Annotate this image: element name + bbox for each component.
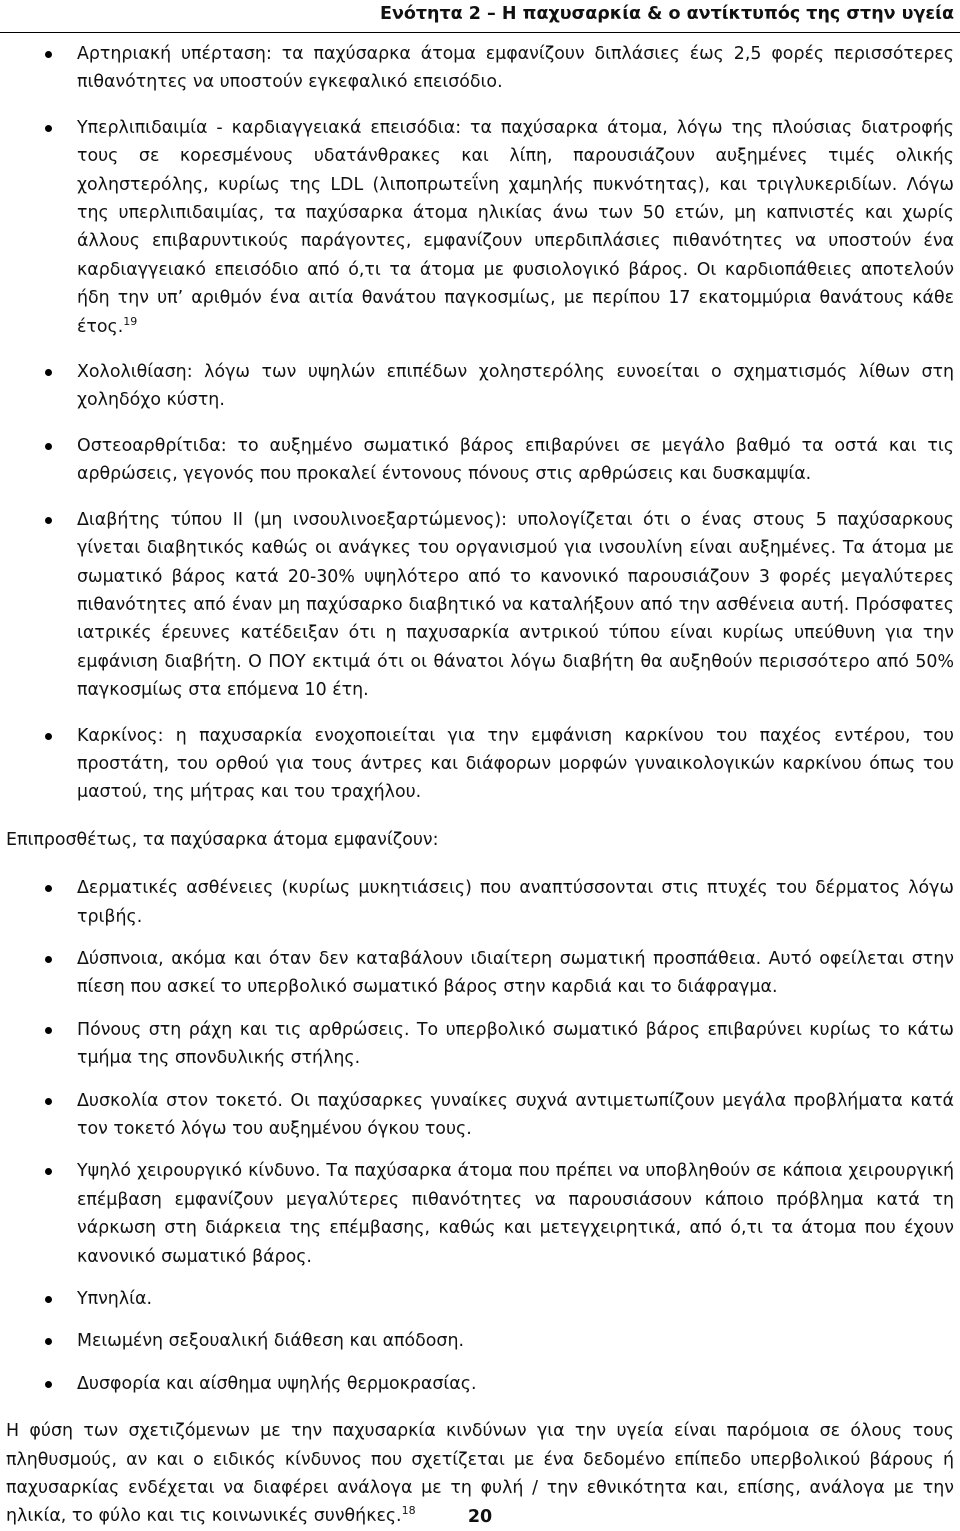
list-item-text: Υπερλιπιδαιμία - καρδιαγγειακά επεισόδια: τα παχύσαρκα άτομα, λόγω της πλούσιας διατροφής τους σε κορεσμένους υδατάνθρακες και λίπη, παρουσιάζουν αυξημένες τιμές ολικής χοληστερόλης, κυρίως της LDL (λιποπρωτεΐνη χαμηλής πυκνότητας), και τριγλυκεριδίων. Λόγω της υπερλιπιδαιμίας, τα παχύσαρκα άτομα ηλικίας άνω των 50 ετών, μη καπνιστές και χωρίς άλλους επιβαρυντικούς παράγοντες, εμφανίζουν υπερδιπλάσιες πιθανότητες να υποστούν ένα καρδιαγγειακό επεισόδιο από ό,τι τα άτομα με φυσιολογικό βάρος. Οι καρδιοπάθειες αποτελούν ήδη την υπ’ αριθμόν ένα αιτία θανάτου παγκοσμίως, με περίπου 17 εκατομμύρια θανάτους κάθε έτος. (77, 117, 954, 337)
list-item-text: Διαβήτης τύπου ΙΙ (μη ινσουλινοεξαρτώμενος): υπολογίζεται ότι ο ένας στους 5 παχύσαρκους γίνεται διαβητικός καθώς οι ανάγκες του οργανισμού για ινσουλίνη είναι αυξημένες. Τα άτομα με σωματικό βάρος κατά 20-30% υψηλότερο από το κανονικό παρουσιάζουν 3 φορές μεγαλύτερες πιθανότητες από έναν μη παχύσαρκο διαβητικό να καταλήξουν από την ασθένεια αυτή. Πρόσφατες ιατρικές έρευνες κατέδειξαν ότι η παχυσαρκία αντρικού τύπου είναι κυρίως υπεύθυνη για την εμφάνιση διαβήτη. Ο ΠΟΥ εκτιμά ότι οι θάνατοι λόγω διαβήτη θα αυξηθούν περισσότερο από 50% παγκοσμίως στα επόμενα 10 έτη. (77, 509, 954, 701)
health-risks-list (6, 40, 954, 807)
header-divider (0, 32, 960, 33)
list-item (6, 40, 954, 97)
list-item-text: Υψηλό χειρουργικό κίνδυνο. Τα παχύσαρκα άτομα που πρέπει να υποβληθούν σε κάποια χειρουργική επέμβαση εμφανίζουν μεγαλύτερες πιθανότητες να παρουσιάσουν κάποιο πρόβλημα κατά τη νάρκωση στη διάρκεια της επέμβασης, καθώς και μετεγχειρητικά, από ό,τι τα άτομα που έχουν κανονικό σωματικό βάρος. (77, 1161, 954, 1267)
list-item-text: Καρκίνος: η παχυσαρκία ενοχοποιείται για την εμφάνιση καρκίνου του παχέος εντέρου, του προστάτη, του ορθού για τους άντρες και διάφορων μορφών γυναικολογικών καρκίνου όπως του μαστού, της μήτρας και του τραχήλου. (77, 725, 954, 803)
bullet-icon (45, 1098, 52, 1105)
list-item (6, 432, 954, 489)
list-item-text: Πόνους στη ράχη και τις αρθρώσεις. Το υπερβολικό σωματικό βάρος επιβαρύνει κυρίως το κάτω τμήμα της σπονδυλικής στήλης. (77, 1019, 954, 1069)
footnote-ref: 18 (401, 1504, 416, 1518)
list-item-text: Αρτηριακή υπέρταση: τα παχύσαρκα άτομα εμφανίζουν διπλάσιες έως 2,5 φορές περισσότερες πιθανότητες να υποστούν εγκεφαλικό επεισόδιο. (77, 44, 954, 93)
bullet-icon (45, 517, 52, 524)
page-number: 20 (467, 1507, 493, 1527)
list-item (6, 1016, 954, 1073)
closing-text: Η φύση των σχετιζόμενων με την παχυσαρκία κινδύνων για την υγεία είναι παρόμοια σε όλους τους πληθυσμούς, αν και ο ειδικός κίνδυνος που σχετίζεται με ένα δεδομένο επίπεδο υπερβολικού βάρους ή παχυσαρκίας ενδέχεται να διαφέρει ανάλογα με τη φυλή / την εθνικότητα και, επίσης, ανάλογα με την ηλικία, το φύλο και τις κοινωνικές συνθήκες. (6, 1421, 954, 1527)
list-item (6, 1157, 954, 1271)
list-item (6, 874, 954, 931)
list-item (6, 945, 954, 1002)
bullet-icon (45, 885, 52, 892)
bullet-icon (45, 956, 52, 963)
additional-conditions-list (6, 874, 954, 1398)
list-item-text: Υπνηλία. (77, 1289, 152, 1310)
bullet-icon (45, 443, 52, 450)
list-item (6, 506, 954, 705)
list-item-text: Δυσφορία και αίσθημα υψηλής θερμοκρασίας. (77, 1373, 477, 1394)
list-item (6, 1327, 954, 1355)
intro-paragraph: Επιπροσθέτως, τα παχύσαρκα άτομα εμφανίζουν: (6, 829, 439, 850)
bullet-icon (45, 1168, 52, 1175)
list-item (6, 722, 954, 807)
bullet-icon (45, 1338, 52, 1345)
list-item (6, 114, 954, 341)
list-item (6, 1285, 954, 1313)
list-item-text: Δυσκολία στον τοκετό. Οι παχύσαρκες γυναίκες συχνά αντιμετωπίζουν μεγάλα προβλήματα κατά τον τοκετό λόγω του αυξημένου όγκου τους. (77, 1090, 954, 1139)
footnote-ref: 19 (123, 314, 138, 328)
list-item-text: Μειωμένη σεξουαλική διάθεση και απόδοση. (77, 1331, 464, 1352)
bullet-icon (45, 1381, 52, 1388)
list-item-text: Δερματικές ασθένειες (κυρίως μυκητιάσεις) που αναπτύσσονται στις πτυχές του δέρματος λόγω τριβής. (77, 878, 954, 927)
bullet-icon (45, 369, 52, 376)
bullet-icon (45, 733, 52, 740)
bullet-icon (45, 1027, 52, 1034)
list-item (6, 1370, 954, 1398)
list-item-text: Οστεοαρθρίτιδα: το αυξημένο σωματικό βάρος επιβαρύνει σε μεγάλο βαθμό τα οστά και τις αρθρώσεις, γεγονός που προκαλεί έντονους πόνους στις αρθρώσεις και δυσκαμψία. (77, 435, 954, 485)
page-body (6, 40, 954, 1531)
list-item-text: Χολολιθίαση: λόγω των υψηλών επιπέδων χοληστερόλης ευνοείται ο σχηματισμός λίθων στη χοληδόχο κύστη. (77, 362, 954, 411)
bullet-icon (45, 1296, 52, 1303)
bullet-icon (45, 125, 52, 132)
list-item (6, 1087, 954, 1144)
running-header: Ενότητα 2 – Η παχυσαρκία & ο αντίκτυπός της στην υγεία (379, 4, 954, 24)
list-item (6, 358, 954, 415)
bullet-icon (45, 51, 52, 58)
list-item-text: Δύσπνοια, ακόμα και όταν δεν καταβάλουν ιδιαίτερη σωματική προσπάθεια. Αυτό οφείλεται στην πίεση που ασκεί το υπερβολικό σωματικό βάρος στην καρδιά και το διάφραγμα. (77, 948, 954, 998)
